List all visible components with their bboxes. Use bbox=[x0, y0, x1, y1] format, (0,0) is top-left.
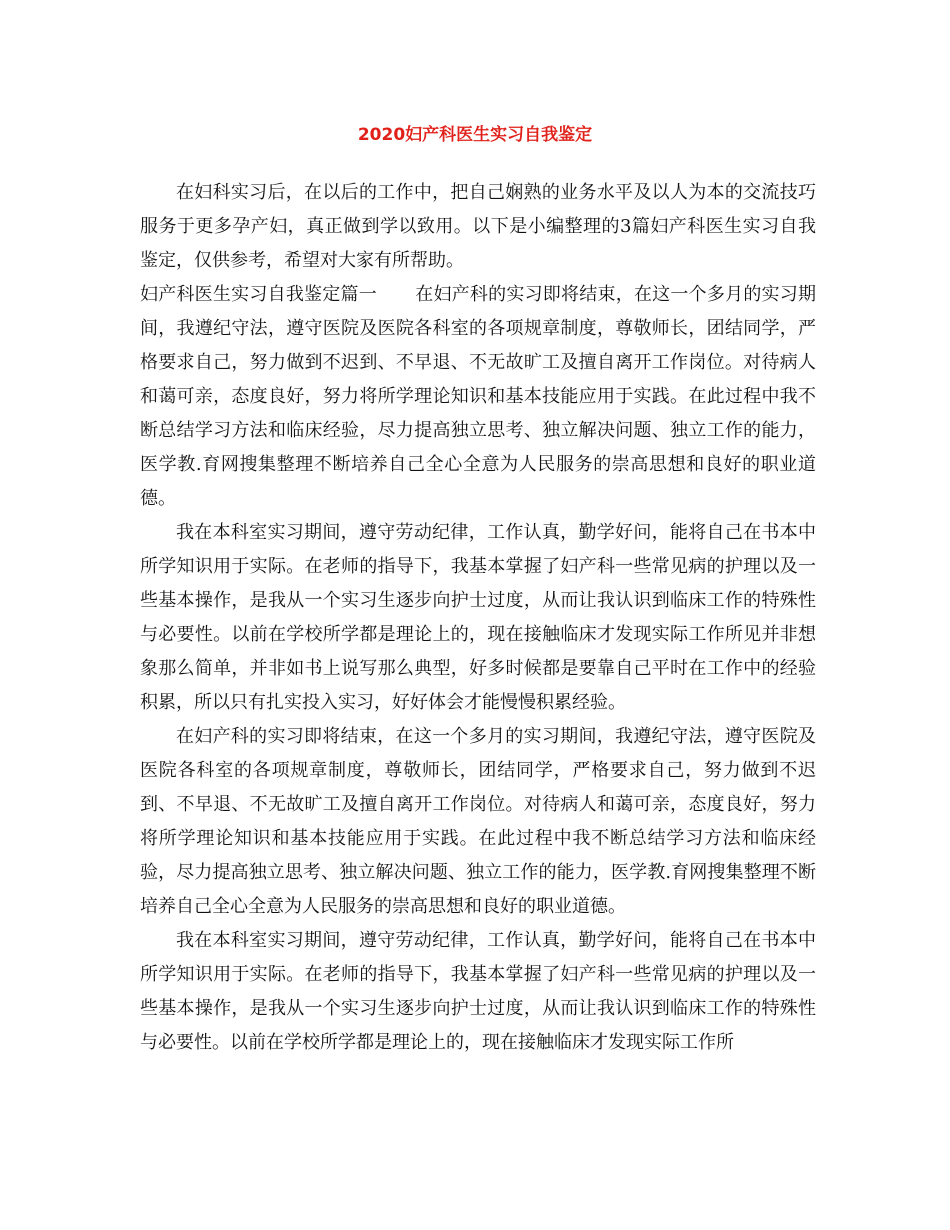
intro-paragraph: 在妇科实习后，在以后的工作中，把自己娴熟的业务水平及以人为本的交流技巧服务于更多孕产妇，真正做到学以致用。以下是小编整理的3篇妇产科医生实习自我鉴定，仅供参考，希望对大家有所帮助。 bbox=[140, 182, 816, 271]
section-one-paragraph bbox=[140, 278, 816, 516]
paragraph-4: 我在本科室实习期间，遵守劳动纪律，工作认真，勤学好问，能将自己在书本中所学知识用于实际。在老师的指导下，我基本掌握了妇产科一些常见病的护理以及一些基本操作，是我从一个实习生逐步向护士过度，从而让我认识到临床工作的特殊性与必要性。以前在学校所学都是理论上的，现在接触临床才发现实际工作所 bbox=[140, 930, 816, 1053]
paragraph-3: 在妇产科的实习即将结束，在这一个多月的实习期间，我遵纪守法，遵守医院及医院各科室的各项规章制度，尊敬师长，团结同学，严格要求自己，努力做到不迟到、不早退、不无故旷工及擅自离开工作岗位。对待病人和蔼可亲，态度良好，努力将所学理论知识和基本技能应用于实践。在此过程中我不断总结学习方法和临床经验，尽力提高独立思考、独立解决问题、独立工作的能力，医学教.育网搜集整理不断培养自己全心全意为人民服务的崇高思想和良好的职业道德。 bbox=[140, 726, 816, 917]
document-body bbox=[140, 176, 816, 1060]
paragraph-2: 我在本科室实习期间，遵守劳动纪律，工作认真，勤学好问，能将自己在书本中所学知识用于实际。在老师的指导下，我基本掌握了妇产科一些常见病的护理以及一些基本操作，是我从一个实习生逐步向护士过度，从而让我认识到临床工作的特殊性与必要性。以前在学校所学都是理论上的，现在接触临床才发现实际工作所见并非想象那么简单，并非如书上说写那么典型，好多时候都是要靠自己平时在工作中的经验积累，所以只有扎实投入实习，好好体会才能慢慢积累经验。 bbox=[140, 522, 816, 713]
document-title: 2020妇产科医生实习自我鉴定 bbox=[357, 125, 593, 145]
section-first-text: 在妇产科的实习即将结束，在这一个多月的实习期间，我遵纪守法，遵守医院及医院各科室的各项规章制度，尊敬师长，团结同学，严格要求自己，努力做到不迟到、不早退、不无故旷工及擅自离开工作岗位。对待病人和蔼可亲，态度良好，努力将所学理论知识和基本技能应用于实践。在此过程中我不断总结学习方法和临床经验，尽力提高独立思考、独立解决问题、独立工作的能力，医学教.育网搜集整理不断培养自己全心全意为人民服务的崇高思想和良好的职业道德。 bbox=[140, 284, 817, 509]
section-heading: 妇产科医生实习自我鉴定篇一 bbox=[140, 284, 377, 305]
